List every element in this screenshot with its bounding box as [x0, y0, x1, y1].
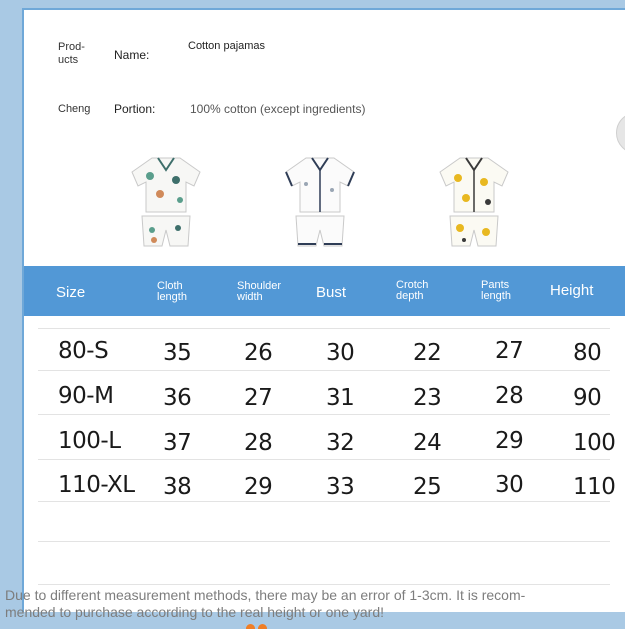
- header-crotch-depth: Crotch depth: [396, 279, 429, 302]
- header-cloth-length: Cloth length: [157, 280, 187, 303]
- pajama-set-icon: [432, 150, 516, 250]
- products-label: Prod- ucts: [58, 41, 85, 66]
- portion-value: 100% cotton (except ingredients): [190, 102, 366, 116]
- table-row: 100-L: [58, 428, 121, 454]
- carousel-dot[interactable]: [246, 624, 255, 629]
- header-pants-length: Pants length: [481, 279, 511, 302]
- row-divider: [38, 370, 610, 371]
- pajama-set-icon: [278, 150, 362, 250]
- table-cell: 30: [326, 340, 355, 366]
- header-bust: Bust: [316, 284, 347, 301]
- measurement-note: Due to different measurement methods, there may be an error of 1-3cm. It is recom- mended to purchase according to the real height or one yard!: [5, 587, 526, 620]
- table-cell: 28: [244, 430, 273, 456]
- table-row: 110-XL: [58, 472, 135, 498]
- cheng-label: Cheng: [58, 103, 91, 115]
- table-cell: 80: [573, 340, 602, 366]
- table-cell: 29: [244, 474, 273, 500]
- table-cell: 27: [495, 338, 524, 364]
- table-cell: 27: [244, 385, 273, 411]
- table-cell: 38: [163, 474, 192, 500]
- table-cell: 26: [244, 340, 273, 366]
- row-divider: [38, 459, 610, 460]
- row-divider: [38, 584, 610, 585]
- carousel-dot[interactable]: [258, 624, 267, 629]
- table-cell: 31: [326, 385, 355, 411]
- table-cell: 28: [495, 383, 524, 409]
- name-key: Name:: [114, 48, 150, 62]
- table-header: [24, 266, 625, 316]
- table-cell: 24: [413, 430, 442, 456]
- header-shoulder-width: Shoulder width: [237, 280, 282, 303]
- header-height: Height: [550, 282, 594, 299]
- table-row: 90-M: [58, 383, 114, 409]
- table-cell: 100: [573, 430, 616, 456]
- pajama-set-icon: [124, 150, 208, 250]
- row-divider: [38, 501, 610, 502]
- table-cell: 29: [495, 428, 524, 454]
- table-cell: 33: [326, 474, 355, 500]
- header-size: Size: [56, 284, 86, 301]
- table-cell: 90: [573, 385, 602, 411]
- carousel-dots: [246, 624, 270, 629]
- name-value: Cotton pajamas: [188, 40, 266, 52]
- portion-key: Portion:: [114, 102, 156, 116]
- table-cell: 22: [413, 340, 442, 366]
- table-row: 80-S: [58, 338, 109, 364]
- table-cell: 37: [163, 430, 192, 456]
- table-cell: 25: [413, 474, 442, 500]
- table-cell: 110: [573, 474, 616, 500]
- table-cell: 35: [163, 340, 192, 366]
- row-divider: [38, 414, 610, 415]
- table-cell: 30: [495, 472, 524, 498]
- row-divider: [38, 541, 610, 542]
- table-cell: 23: [413, 385, 442, 411]
- table-cell: 36: [163, 385, 192, 411]
- table-cell: 32: [326, 430, 355, 456]
- size-chart-card: [22, 8, 625, 612]
- row-divider: [38, 328, 610, 329]
